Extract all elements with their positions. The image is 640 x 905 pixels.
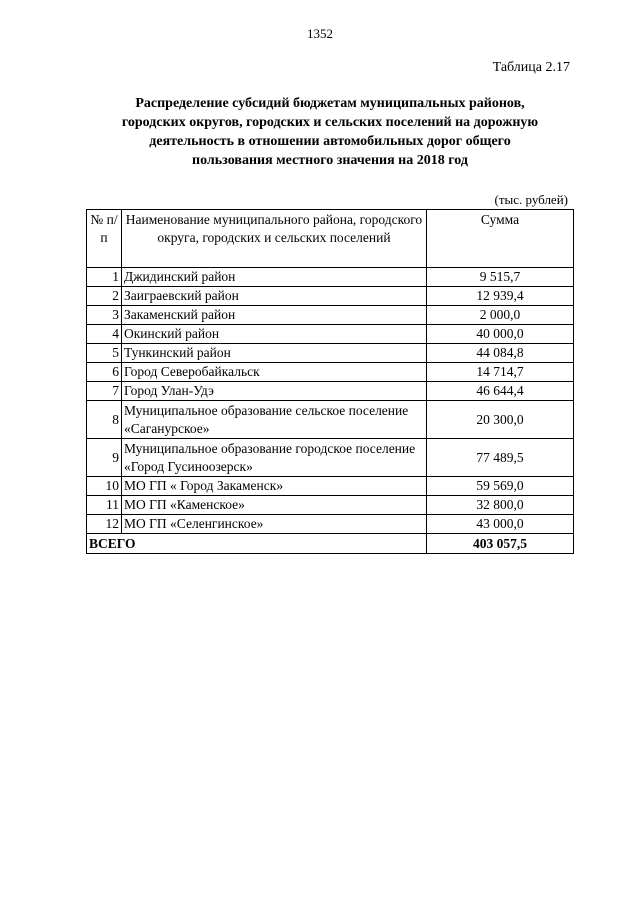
cell-sum: 32 800,0 — [427, 496, 574, 515]
cell-number: 7 — [87, 382, 122, 401]
cell-name: Город Улан-Удэ — [122, 382, 427, 401]
document-title — [80, 94, 580, 170]
cell-number: 6 — [87, 363, 122, 382]
table-row — [87, 268, 574, 287]
table-label: Таблица 2.17 — [492, 60, 570, 75]
table-row — [87, 363, 574, 382]
cell-name: Окинский район — [122, 325, 427, 344]
cell-sum: 77 489,5 — [427, 439, 574, 477]
cell-name: Муниципальное образование городское поселение «Город Гусиноозерск» — [122, 439, 427, 477]
table-row — [87, 477, 574, 496]
total-label: ВСЕГО — [87, 534, 427, 554]
title-line: Распределение субсидий бюджетам муниципальных районов, — [135, 96, 525, 111]
cell-number: 11 — [87, 496, 122, 515]
title-line: пользования местного значения на 2018 год — [192, 153, 468, 168]
cell-number: 4 — [87, 325, 122, 344]
title-line: городских округов, городских и сельских поселений на дорожную — [121, 115, 539, 130]
cell-sum: 14 714,7 — [427, 363, 574, 382]
table-header-row — [87, 210, 574, 268]
cell-sum: 20 300,0 — [427, 401, 574, 439]
cell-name: Тункинский район — [122, 344, 427, 363]
table-row — [87, 439, 574, 477]
cell-number: 2 — [87, 287, 122, 306]
cell-sum: 44 084,8 — [427, 344, 574, 363]
column-header-name: Наименование муниципального района, городского округа, городских и сельских поселений — [122, 210, 427, 268]
cell-name: Город Северобайкальск — [122, 363, 427, 382]
table-row — [87, 496, 574, 515]
page-number: 1352 — [307, 26, 333, 41]
table-row — [87, 515, 574, 534]
table-row — [87, 325, 574, 344]
table-row — [87, 344, 574, 363]
column-header-sum: Сумма — [427, 210, 574, 268]
cell-number: 1 — [87, 268, 122, 287]
total-row — [87, 534, 574, 554]
cell-name: Джидинский район — [122, 268, 427, 287]
cell-sum: 2 000,0 — [427, 306, 574, 325]
cell-name: Заиграевский район — [122, 287, 427, 306]
table-row — [87, 382, 574, 401]
cell-name: МО ГП «Каменское» — [122, 496, 427, 515]
cell-number: 12 — [87, 515, 122, 534]
cell-sum: 46 644,4 — [427, 382, 574, 401]
column-header-number: № п/п — [87, 210, 122, 268]
cell-sum: 12 939,4 — [427, 287, 574, 306]
total-sum: 403 057,5 — [427, 534, 574, 554]
cell-number: 10 — [87, 477, 122, 496]
title-line: деятельность в отношении автомобильных дорог общего — [149, 134, 511, 149]
cell-name: Муниципальное образование сельское поселение «Саганурское» — [122, 401, 427, 439]
cell-number: 3 — [87, 306, 122, 325]
table-row — [87, 306, 574, 325]
cell-name: МО ГП «Селенгинское» — [122, 515, 427, 534]
cell-number: 8 — [87, 401, 122, 439]
cell-sum: 43 000,0 — [427, 515, 574, 534]
cell-sum: 9 515,7 — [427, 268, 574, 287]
table-row — [87, 287, 574, 306]
cell-name: МО ГП « Город Закаменск» — [122, 477, 427, 496]
table-row — [87, 401, 574, 439]
cell-sum: 59 569,0 — [427, 477, 574, 496]
subsidy-table — [86, 209, 574, 554]
cell-number: 9 — [87, 439, 122, 477]
cell-sum: 40 000,0 — [427, 325, 574, 344]
units-label: (тыс. рублей) — [494, 192, 568, 207]
cell-number: 5 — [87, 344, 122, 363]
cell-name: Закаменский район — [122, 306, 427, 325]
